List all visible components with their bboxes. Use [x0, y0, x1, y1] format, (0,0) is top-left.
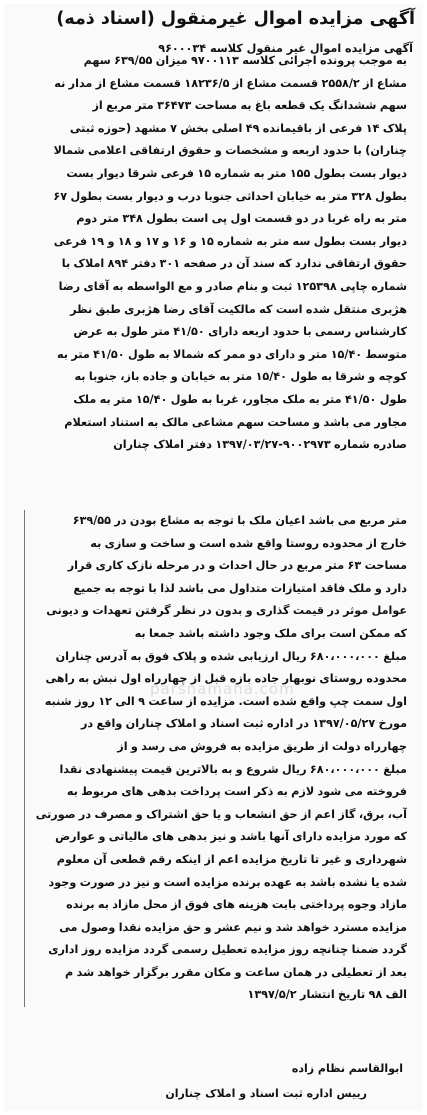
notice-body-line: که مورد مزایده دارای آنها باشد و نیز بدهی های مالیاتی و عوارض — [55, 830, 407, 844]
notice-body-line: متر به راه غربا در دو قسمت اول پی است بطول ۳۴۸ متر دوم — [76, 212, 407, 226]
signature-name: ابوالقاسم نظام زاده — [291, 1062, 403, 1075]
notice-body-line: فروخته می شود لازم به ذکر است پرداخت بدهی های مربوط به — [66, 785, 407, 799]
notice-body-line: مجاور می باشد و مساحت سهم مشاعی مالک به استناد استعلام — [64, 415, 407, 429]
notice-body-line: کارشناس رسمی با حدود اربعه دارای ۴۱/۵۰ متر طول به عرض — [73, 325, 407, 339]
notice-body-part-two — [24, 510, 407, 1007]
notice-body-line: متوسط ۱۵/۴۰ متر و دارای دو ممر که شمالا به طول ۴۱/۵۰ متر به — [56, 347, 407, 361]
notice-body-line: مساحت ۶۳ متر مربع در حال احداث و در مرحله نازک کاری قرار — [67, 559, 407, 573]
notice-body-line: مزایده مسترد خواهد شد و نیم عشر و حق مزایده نقدا وصول می — [59, 920, 407, 934]
notice-body-line: که ممکن است برای ملک وجود داشته باشد جمعا به — [134, 626, 407, 640]
notice-body-line: چهارراه دولت از طریق مزایده به فروش می رسد و از — [117, 739, 407, 753]
notice-body-line: بطول ۳۲۸ متر به خیابان احداثی جنوبا درب و دیوار بست بطول ۶۷ — [53, 189, 407, 203]
notice-body-part-one — [20, 50, 407, 457]
notice-body-line: خارج از محدوده روستا واقع شده است و ساخت و سازی به — [90, 536, 407, 550]
notice-body-line: عوامل موثر در قیمت گذاری و بدون در نظر گرفتن تعهدات و دیونی — [46, 604, 407, 618]
notice-body-line: محدوده روستای نوبهار جاده بازه قبل از چهارراه اول نبش به راهی — [45, 672, 407, 686]
notice-intro: آگهی مزایده اموال غیر منقول کلاسه ۹۶۰۰۰۳۴ — [158, 42, 413, 55]
notice-body-line: شماره چاپی ۱۲۵۳۹۸ ثبت و بنام صادر و مع الواسطه به آقای رضا — [58, 279, 407, 293]
notice-body-line: گردد ضمنا چنانچه روز مزایده تعطیل رسمی گردد مزایده روز اداری — [48, 943, 407, 957]
notice-body-line: مبلغ ۶۸۰،۰۰۰،۰۰۰ ریال شروع و به بالاترین قیمت پیشنهادی نقدا — [59, 762, 407, 776]
notice-body-line: هژبری منتقل شده است که مالکیت آقای رضا هژبری طبق نظر — [70, 302, 407, 316]
notice-body-line: مبلغ ۶۸۰،۰۰۰،۰۰۰ ریال ارزیابی شده و پلاک فوق به آدرس چناران — [55, 649, 407, 663]
notice-title: آگهی مزایده اموال غیرمنقول (اسناد ذمه) — [56, 9, 415, 29]
notice-body-line: دیوار بست بطول ۱۵۵ متر به شماره ۱۵ فرعی شرقا دیوار بست — [66, 166, 407, 180]
notice-body-line: کوچه و شرقا به طول ۱۵/۴۰ متر به خیابان و جاده باز، جنوبا به — [74, 370, 407, 384]
notice-body-line: شده یا نشده باشد به عهده برنده مزایده است و نیز در صورت وجود — [48, 875, 407, 889]
notice-body-line: مورخ ۱۳۹۷/۰۵/۲۷ در اداره ثبت اسناد و املاک چناران واقع در — [80, 717, 407, 731]
notice-body-line: حقوق ارتفاقی ندارد که سند آن در صفحه ۳۰۱ دفتر ۸۹۴ املاک با — [61, 257, 407, 271]
notice-body-line: شهرداری و غیر تا تاریخ مزایده اعم از اینکه رقم قطعی آن معلوم — [56, 852, 407, 866]
notice-body-line: مازاد وجوه پرداختی بابت هزینه های فوق از محل مازاد به برنده — [66, 898, 407, 912]
notice-body-line: اول سمت چپ واقع شده است. مزایده از ساعت ۹ الی ۱۲ روز شنبه — [44, 694, 407, 708]
notice-body-line: سهم ششدانگ یک قطعه باغ به مساحت ۳۶۴۷۳ متر مربع از — [92, 99, 407, 113]
notice-body-line: الف ۹۸ تاریخ انتشار ۱۳۹۷/۵/۲ — [247, 988, 407, 1002]
watermark: parsnamaha.com — [150, 680, 295, 698]
notice-body-line: آب، برق، گاز اعم از حق انشعاب و یا حق اشتراک و مصرف در صورتی — [35, 807, 407, 821]
notice-body-line: چناران) با حدود اربعه و مشخصات و حقوق ارتفاقی اعلامی شمالا — [53, 144, 407, 158]
notice-body-line: صادره شماره ۹۰۰۲۹۷۳-۱۳۹۷/۰۳/۲۷ دفتر املاک چناران — [113, 438, 407, 452]
notice-body-line: دیوار بست بطول سه متر به شماره ۱۵ و ۱۶ و ۱۷ و ۱۸ و ۱۹ فرعی — [53, 234, 407, 248]
notice-body-line: بعد از تعطیلی در همان ساعت و مکان مقرر برگزار خواهد شد م — [65, 965, 407, 979]
notice-body-line: دارد و ملک فاقد امتیازات متداول می باشد لذا با توجه به جمیع — [73, 581, 407, 595]
notice-body-line: پلاک ۱۴ فرعی از باقیمانده ۴۹ اصلی بخش ۷ مشهد (حوزه ثبتی — [69, 121, 407, 135]
notice-body-line: به موجب پرونده اجرائی کلاسه ۹۷۰۰۱۱۳ میزان ۶۳۹/۵۵ سهم — [83, 54, 407, 67]
notice-body-line: طول ۴۱/۵۰ متر به ملک مجاور، غربا به طول ۱۵/۴۰ متر به ملک — [73, 392, 407, 406]
notice-body-line: ۶۳۹/۵۵ متر مربع می باشد اعیان ملک با توجه به مشاع بودن در — [72, 514, 407, 527]
signature-title: رییس اداره ثبت اسناد و املاک چناران — [165, 1087, 367, 1100]
notice-body-line: مشاع از ۲۵۵۸/۲ قسمت مشاع از ۱۸۲۳۶/۵ قسمت مشاع از مدار نه — [54, 76, 407, 90]
